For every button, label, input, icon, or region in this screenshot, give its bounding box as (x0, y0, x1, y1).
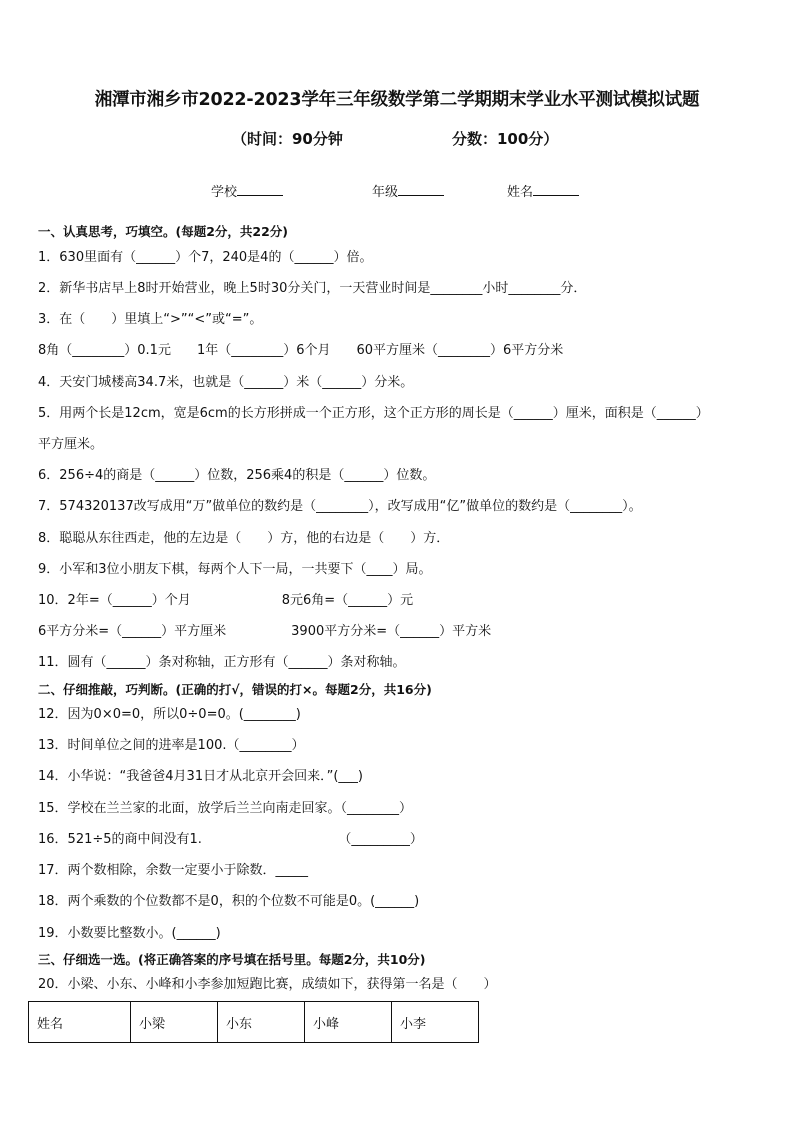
table-cell: 小峰 (305, 1002, 392, 1043)
exam-time: （时间：90分钟 (232, 130, 343, 148)
question-1: 1．630里面有（______）个7，240是4的（______）倍。 (38, 250, 373, 265)
question-6: 6．256÷4的商是（______）位数，256乘4的积是（______）位数。 (38, 468, 436, 483)
grade-label: 年级 (372, 185, 399, 200)
question-14: 14．小华说：“我爸爸4月31日才从北京开会回来．”(___) (38, 769, 363, 784)
race-results-table (28, 1001, 479, 1043)
question-4: 4．天安门城楼高34.7米，也就是（______）米（______）分米。 (38, 375, 414, 390)
question-15: 15．学校在兰兰家的北面，放学后兰兰向南走回家。（________） (38, 801, 413, 816)
question-10-cont: 6平方分米=（______）平方厘米 3900平方分米=（______）平方米 (38, 624, 492, 639)
question-17: 17．两个数相除，余数一定要小于除数．_____ (38, 863, 309, 878)
section-1-heading: 一、认真思考，巧填空。(每题2分，共22分) (38, 224, 289, 239)
school-label: 学校 (211, 185, 238, 200)
question-2: 2．新华书店早上8时开始营业，晚上5时30分关门，一天营业时间是________小时________分． (38, 281, 587, 296)
question-16: 16．521÷5的商中间没有1. （_________） (38, 832, 423, 847)
table-cell: 小梁 (131, 1002, 218, 1043)
question-8: 8．聪聪从东往西走，他的左边是（ ）方，他的右边是（ ）方． (38, 531, 450, 546)
question-20: 20．小梁、小东、小峰和小李参加短跑比赛，成绩如下，获得第一名是（ ） (38, 977, 497, 992)
page-title: 湘潭市湘乡市2022-2023学年三年级数学第二学期期末学业水平测试模拟试题 (94, 90, 700, 110)
section-3-heading: 三、仔细选一选。(将正确答案的序号填在括号里。每题2分，共10分) (38, 952, 426, 967)
question-12: 12．因为0×0=0，所以0÷0=0。(________) (38, 707, 301, 722)
question-13: 13．时间单位之间的进率是100.（________） (38, 738, 305, 753)
name-blank[interactable] (533, 183, 579, 196)
question-9: 9．小军和3位小朋友下棋，每两个人下一局，一共要下（____）局。 (38, 562, 432, 577)
question-18: 18．两个乘数的个位数都不是0，积的个位数不可能是0。(______) (38, 894, 420, 909)
table-cell: 小李 (392, 1002, 479, 1043)
name-field (507, 181, 579, 200)
table-cell-header: 姓名 (29, 1002, 131, 1043)
question-5-cont: 平方厘米。 (38, 437, 104, 452)
grade-field (372, 181, 444, 200)
section-2-heading: 二、仔细推敲，巧判断。(正确的打√，错误的打×。每题2分，共16分) (38, 682, 432, 697)
question-7: 7．574320137改写成用“万”做单位的数约是（________），改写成用“亿”做单位的数约是（________）。 (38, 499, 642, 514)
name-label: 姓名 (507, 185, 534, 200)
exam-score: 分数：100分） (452, 130, 559, 148)
school-field (211, 181, 283, 200)
grade-blank[interactable] (398, 183, 444, 196)
table-row (29, 1002, 479, 1043)
question-10: 10．2年=（______）个月 8元6角=（______）元 (38, 593, 414, 608)
school-blank[interactable] (237, 183, 283, 196)
question-3: 3．在（ ）里填上“>”“<”或“=”。 (38, 312, 263, 327)
question-19: 19．小数要比整数小。(______) (38, 926, 221, 941)
question-11: 11．圆有（______）条对称轴，正方形有（______）条对称轴。 (38, 655, 406, 670)
question-3-items: 8角（________）0.1元 1年（________）6个月 60平方厘米（________）6平方分米 (38, 343, 564, 358)
question-5: 5．用两个长是12cm，宽是6cm的长方形拼成一个正方形，这个正方形的周长是（______）厘米，面积是（______） (38, 406, 709, 421)
table-cell: 小东 (218, 1002, 305, 1043)
